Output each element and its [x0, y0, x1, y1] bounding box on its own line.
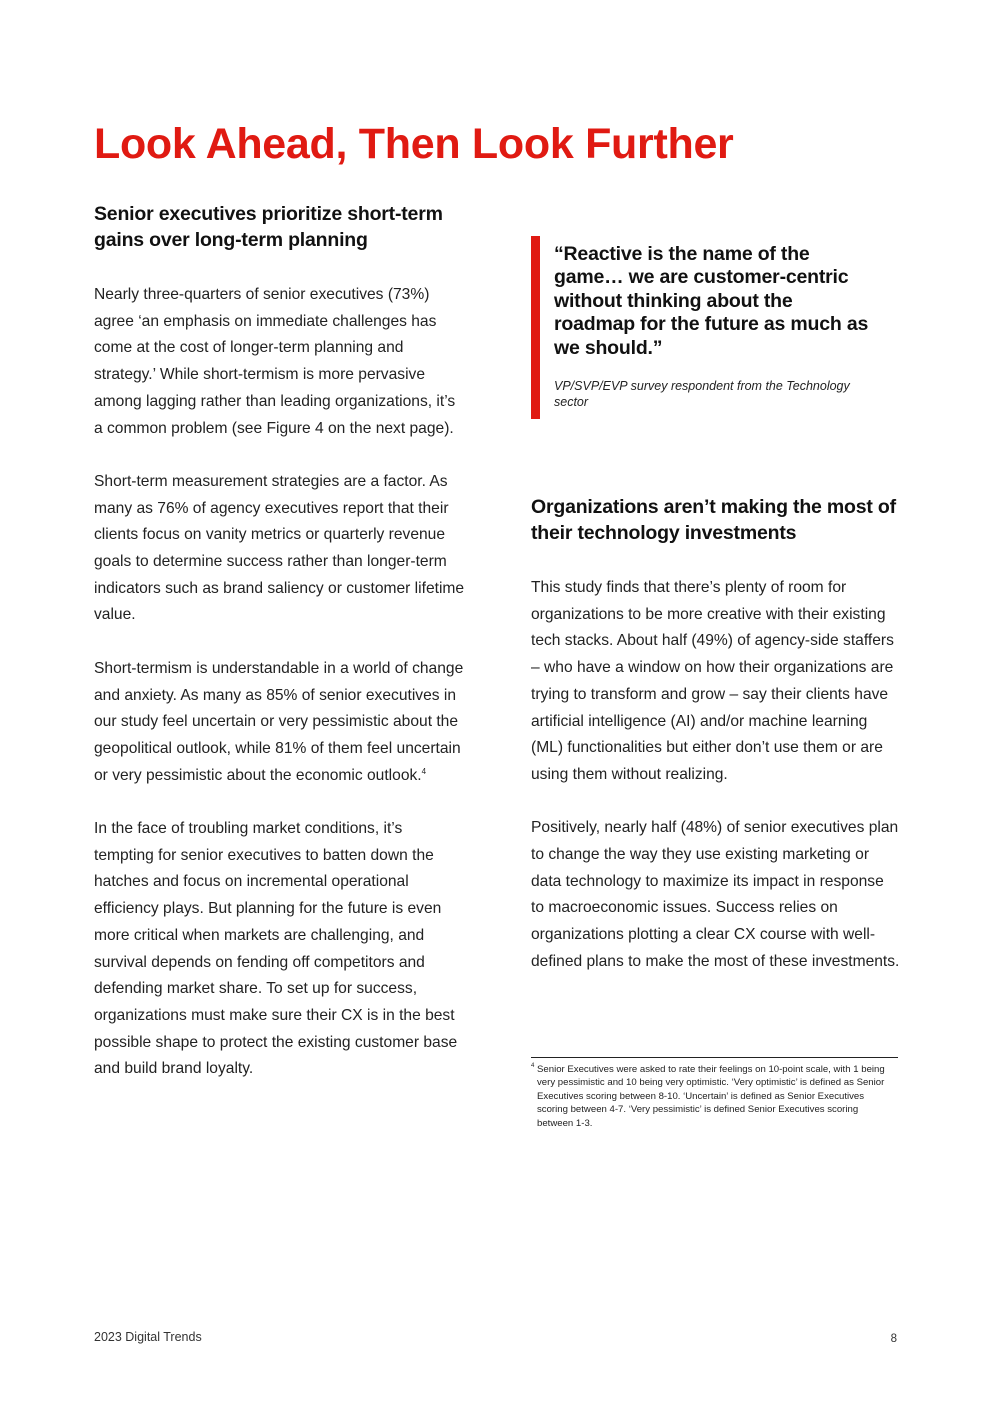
pull-quote-attribution: VP/SVP/EVP survey respondent from the Technology sector [554, 379, 850, 410]
footer-publication-name: 2023 Digital Trends [94, 1330, 202, 1344]
body-paragraph-with-footnote [94, 656, 466, 790]
body-paragraph: Short-term measurement strategies are a factor. As many as 76% of agency executives report that their clients focus on vanity metrics or quarterly revenue goals to determine success rather than longer-term indicators such as brand saliency or customer lifetime value. [94, 472, 465, 624]
pull-quote [531, 236, 871, 419]
body-paragraph: Positively, nearly half (48%) of senior executives plan to change the way they use existing marketing or data technology to maximize its impact in response to macroeconomic issues. Success relies on organizations plotting a clear CX course with well-defined plans to make the most of these investments. [531, 819, 900, 970]
section-heading-short-term: Senior executives prioritize short-term gains over long-term planning [94, 203, 443, 251]
footnote-divider [531, 1057, 898, 1058]
right-column [531, 494, 901, 976]
footnote-reference[interactable]: 4 [421, 766, 427, 776]
body-paragraph: Nearly three-quarters of senior executives (73%) agree ‘an emphasis on immediate challenges has come at the cost of longer-term planning and strategy.’ While short-termism is more pervasive among lagging rather than leading organizations, it’s a common problem (see Figure 4 on the next page). [94, 286, 456, 437]
body-paragraph-text: Short-termism is understandable in a world of change and anxiety. As many as 85% of senior executives in our study feel uncertain or very pessimistic about the geopolitical outlook, while 81% of them feel uncertain or very pessimistic about the economic outlook. [94, 659, 464, 784]
left-column [94, 201, 466, 1083]
pull-quote-text: “Reactive is the name of the game… we are customer-centric without thinking about the roadmap for the future as much as we should.” [554, 243, 869, 359]
body-paragraph: This study finds that there’s plenty of room for organizations to be more creative with their existing tech stacks. About half (49%) of agency-side staffers – who have a window on how their organizations are trying to transform and grow – say their clients have artificial intelligence (AI) and/or machine learning (ML) functionalities but either don’t use them or are using them without realizing. [531, 579, 894, 783]
footnote-text: Senior Executives were asked to rate their feelings on 10-point scale, with 1 being very pessimistic and 10 being very optimistic. ‘Very optimistic’ is defined as Senior Executives scoring between 8-10. ‘Uncertain’ is defined as Senior Executives scoring between 4-7. ‘Very pessimistic’ is defined Senior Executives scoring between 1-3. [537, 1064, 885, 1129]
body-paragraph: In the face of troubling market conditions, it’s tempting for senior executives to batten down the hatches and focus on incremental operational efficiency plays. But planning for the future is even more critical when markets are challenging, and survival depends on fending off competitors and defending market share. To set up for success, organizations must make sure their CX is in the best possible shape to protect the existing customer base and build brand loyalty. [94, 820, 458, 1078]
page-number: 8 [890, 1333, 897, 1345]
section-heading-technology: Organizations aren’t making the most of their technology investments [531, 496, 896, 544]
footnote-marker: 4 [531, 1063, 535, 1069]
page-title: Look Ahead, Then Look Further [94, 120, 734, 168]
footnote [531, 1063, 891, 1130]
